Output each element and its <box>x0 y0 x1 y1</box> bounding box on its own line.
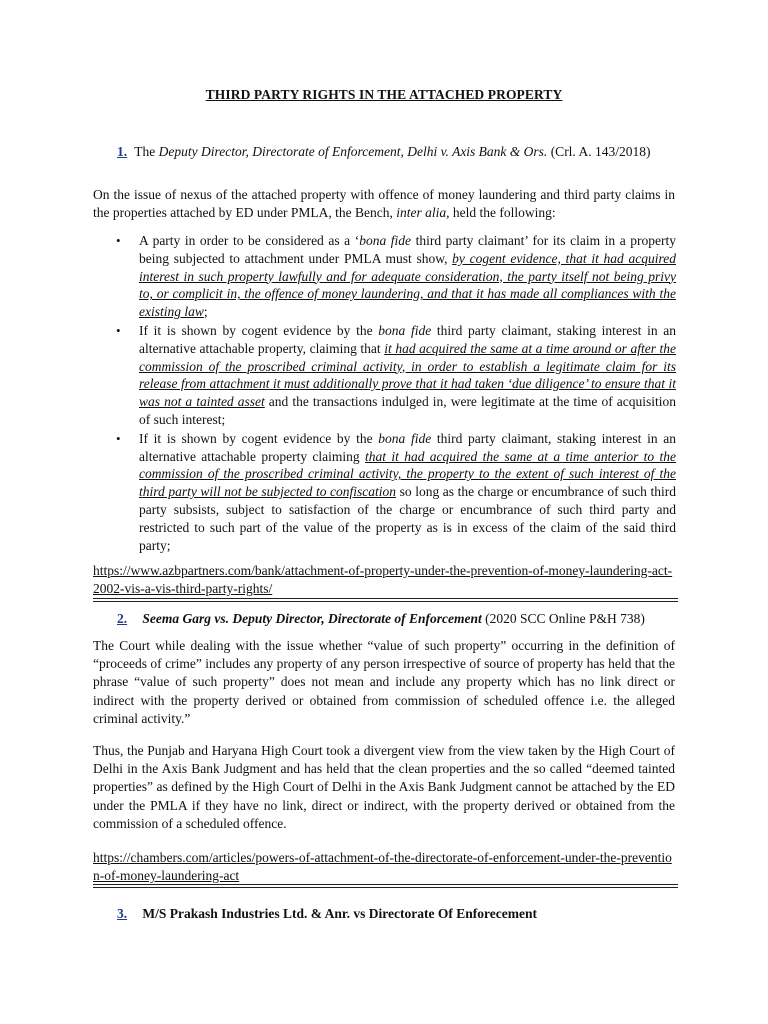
bullet-text: so long as the charge or encumbrance of such third party subsists, subject to satisfaction of the charge or encumbrance of such third party and restricted to such part of the value of the property as is in excess of the claim of the said third party; <box>139 484 676 553</box>
bullet-text: third party claimant, staking interest in an alternative attachable property claiming <box>139 430 676 464</box>
case-2-paragraph-1: The Court while dealing with the issue whether “value of such property” occurring in the definition of “proceeds of crime” includes any property of any person irrespective of source of property has held that the phrase “value of such property” does not mean and include any property which has no link direct or indirect with the property derived or obtained from commission of scheduled offence i.e. the alleged criminal activity.” <box>93 638 675 726</box>
bullet-text: third party claimant’ for its claim in a property being subjected to attachment under PMLA must show, <box>139 233 676 266</box>
section-divider <box>93 601 678 602</box>
bullet-emphasis: it had acquired the same at a time around or after the commission of the proscribed criminal activity, in order to establish a legitimate claim for its release from attachment it must additionally prove that it had taken ‘due diligence’ to ensure that it was not a tainted asset <box>139 340 677 410</box>
bullet-emphasis: by cogent evidence, that it had acquired interest in such property lawfully and for adequate consideration, the party itself not being privy to, or complicit in, the offence of money laundering, and that it has made all compliances with the existing law <box>139 250 677 320</box>
list-item <box>116 430 676 555</box>
bullet-emphasis: that it had acquired the same at a time anterior to the commission of the proscribed criminal activity, the property to the extent of such interest of the third party will not be subjected to confiscation <box>139 448 677 500</box>
bullet-text: If it is shown by cogent evidence by the <box>139 322 373 338</box>
section-divider <box>93 598 678 599</box>
case-3-heading <box>117 904 677 923</box>
bullet-text: A party in order to be considered as a ‘ <box>139 233 360 248</box>
case-2-paragraph-2: Thus, the Punjab and Haryana High Court took a divergent view from the view taken by the High Court of Delhi in the Axis Bank Judgment and has held that the clean properties and the so called “deemed tainted properties” as defined by the High Court of Delhi in the Axis Bank Judgment cannot be attached by the ED under the PMLA if they have no link, direct or indirect, with the property derived or obtained from the commission of a scheduled offence. <box>93 743 675 831</box>
bullet-italic: bona fide <box>359 233 412 248</box>
case-1-intro-italic: inter alia <box>396 205 447 221</box>
case-1-holdings-list <box>116 232 676 555</box>
case-1-number: 1. <box>117 144 128 159</box>
bullet-text: third party claimant, staking interest in an alternative attachable property, claiming that <box>139 322 676 356</box>
list-item <box>116 232 676 321</box>
case-1-intro-a: On the issue of nexus of the attached property with offence of money laundering and third party claims in the properties attached by ED under PMLA, the Bench, <box>93 187 675 221</box>
bullet-text: If it is shown by cogent evidence by the <box>139 430 373 446</box>
case-1-intro-b: , held the following: <box>446 205 556 221</box>
section-divider <box>93 884 678 885</box>
bullet-text: and the transactions indulged in, were legitimate at the time of acquisition of such interest; <box>139 394 676 427</box>
section-divider <box>93 887 678 888</box>
case-1-name: Deputy Director, Directorate of Enforcement, Delhi v. Axis Bank & Ors. <box>158 144 548 159</box>
bullet-italic: bona fide <box>378 430 432 446</box>
case-2-name: Seema Garg vs. Deputy Director, Directorate of Enforcement <box>142 611 482 626</box>
bullet-text: ; <box>203 304 208 320</box>
case-1-heading <box>117 142 677 161</box>
case-1-source-link[interactable]: https://www.azbpartners.com/bank/attachment-of-property-under-the-prevention-of-money-laundering-act-2002-vis-a-vis-third-party-rights/ <box>93 563 673 596</box>
case-2-number: 2. <box>117 611 128 626</box>
case-2-source-link[interactable]: https://chambers.com/articles/powers-of-attachment-of-the-directorate-of-enforcement-under-the-prevention-of-money-laundering-act <box>93 850 672 883</box>
case-2-heading <box>117 609 677 628</box>
list-item <box>116 322 676 429</box>
page-title: THIRD PARTY RIGHTS IN THE ATTACHED PROPERTY <box>205 87 563 102</box>
case-3-name: M/S Prakash Industries Ltd. & Anr. vs Directorate Of Enforecement <box>142 906 537 921</box>
case-1-intro <box>93 186 675 222</box>
case-1-the: The <box>134 144 156 159</box>
case-2-citation: (2020 SCC Online P&H 738) <box>485 611 645 626</box>
bullet-italic: bona fide <box>378 322 432 338</box>
case-1-citation: (Crl. A. 143/2018) <box>550 144 651 159</box>
case-3-number: 3. <box>117 906 128 921</box>
